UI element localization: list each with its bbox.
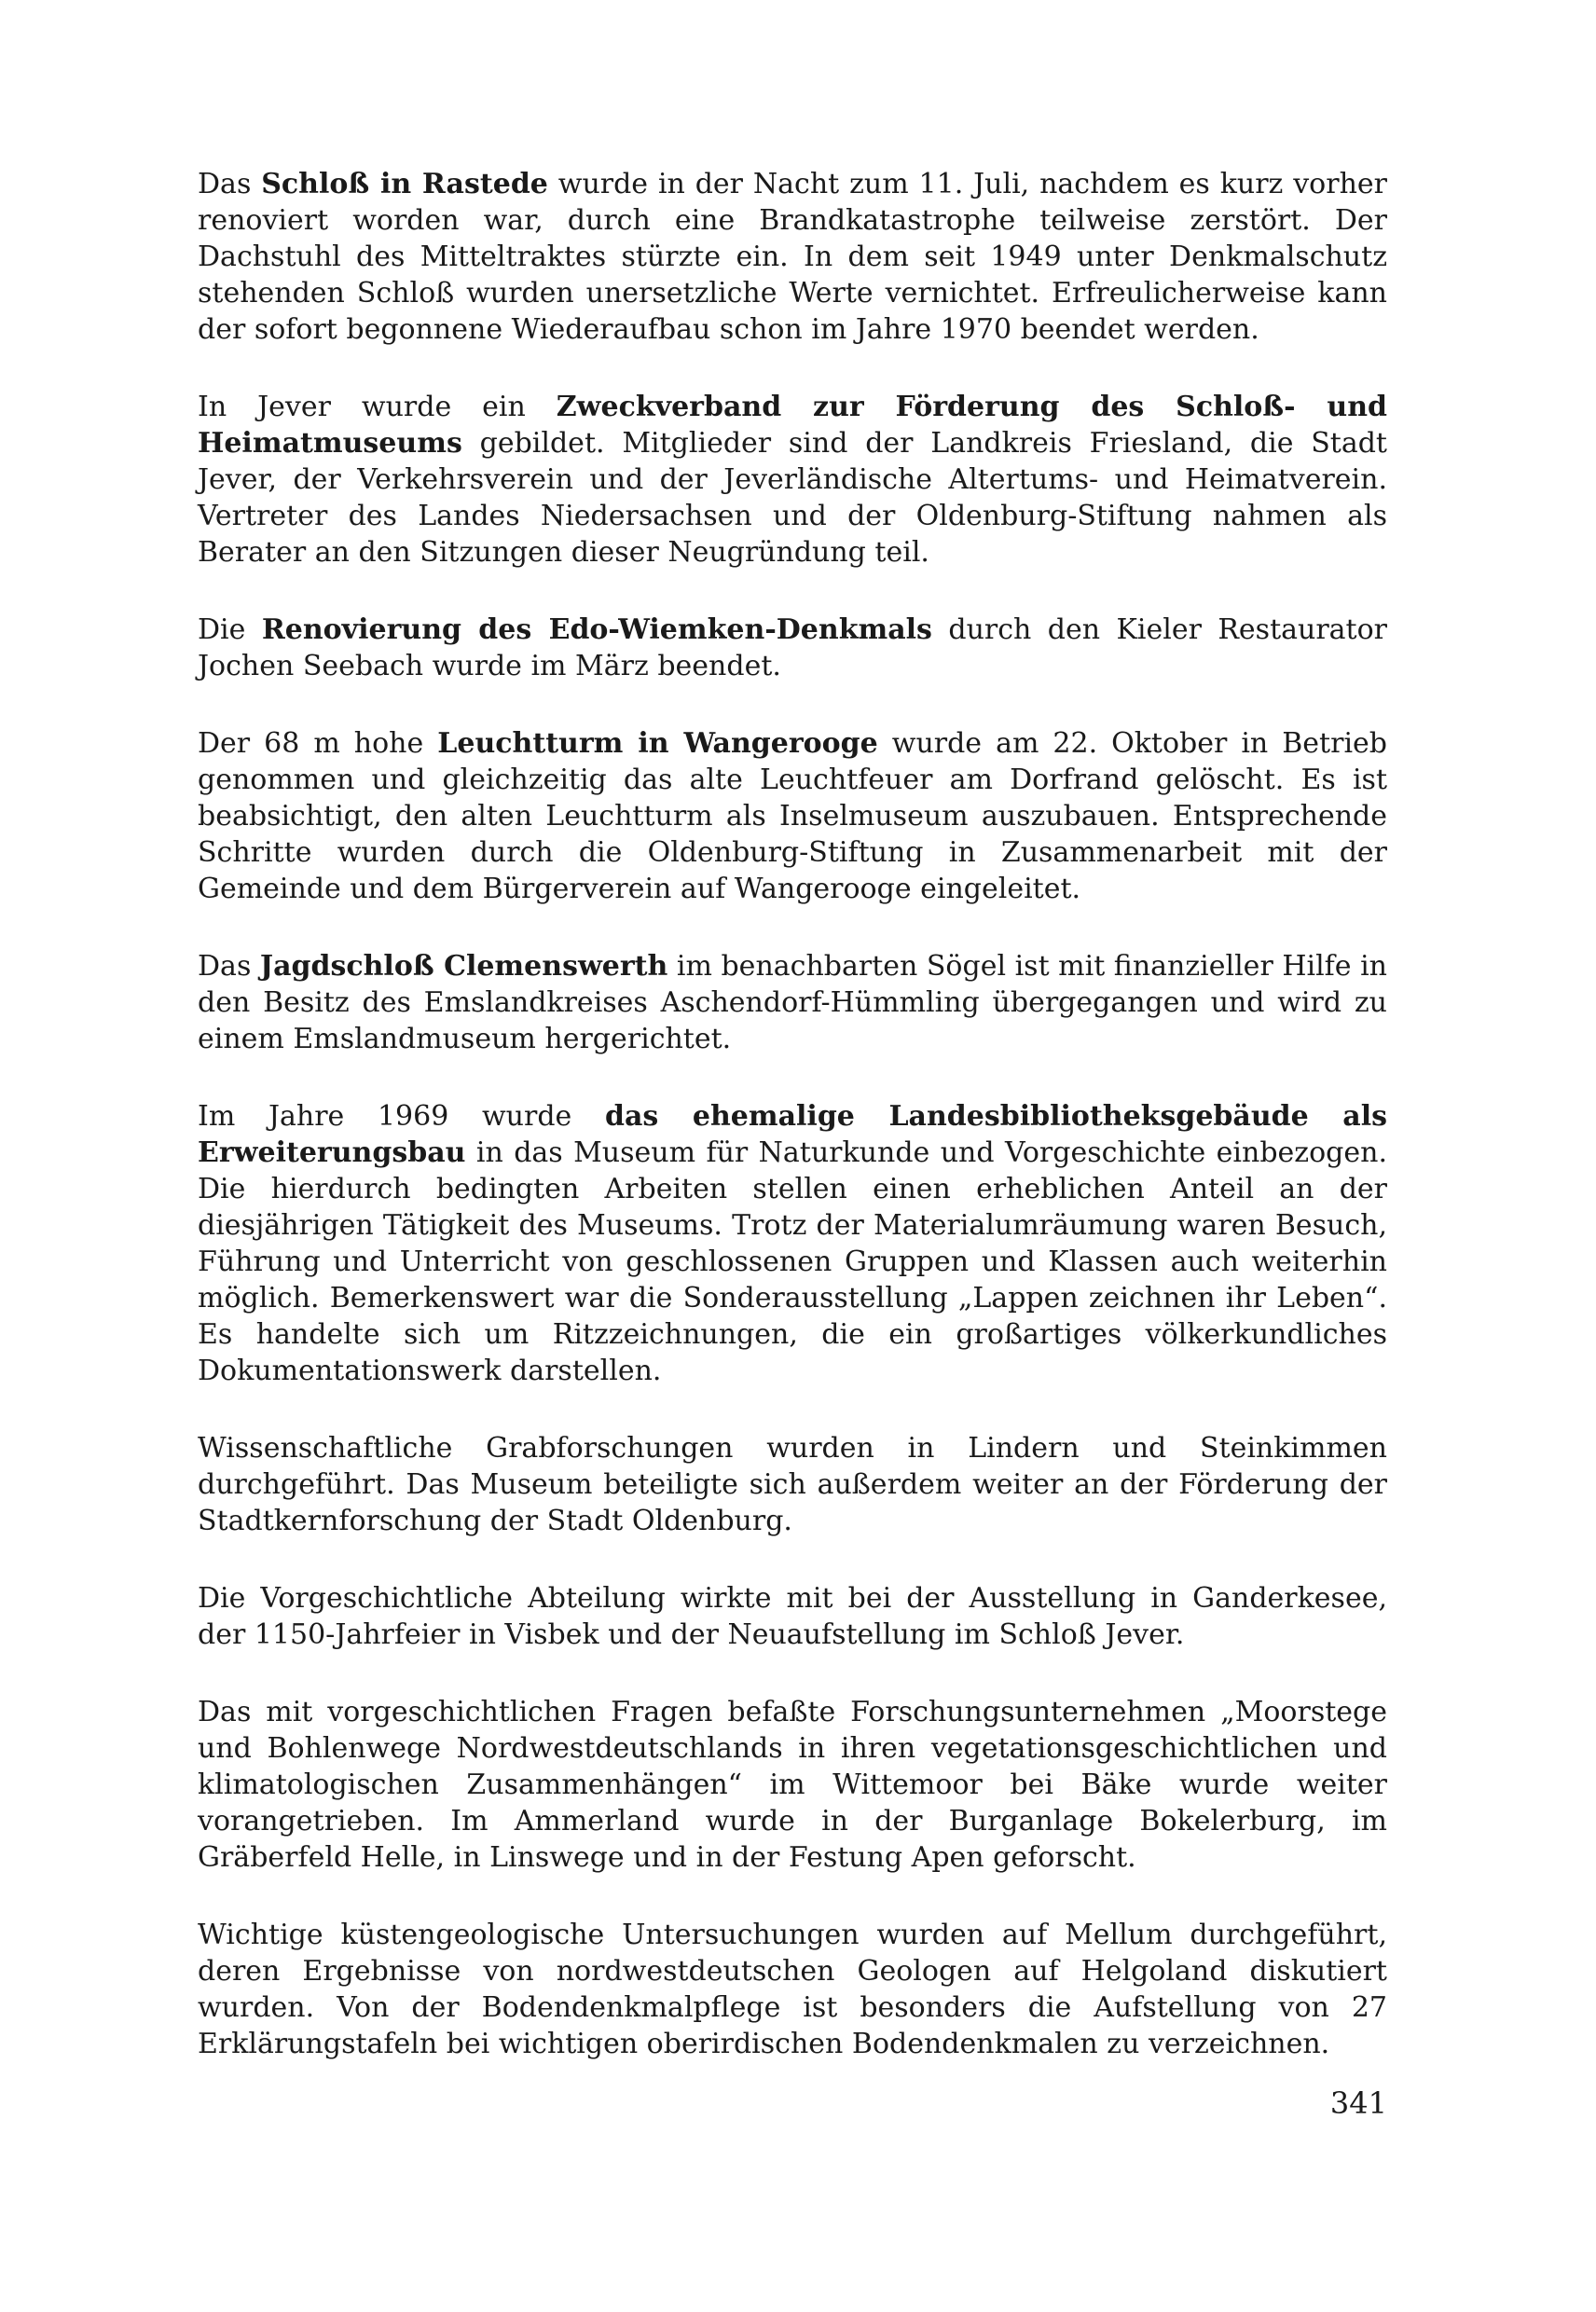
- paragraph-text: Die: [198, 613, 262, 646]
- paragraph-text: gebildet. Mitglieder sind der Landkreis Friesland, die Stadt Jever, der Verkehrsverein und der Jeverländische Altertums- und Heimatverein. Vertreter des Landes Niedersachsen und der Oldenburg-Stiftung nahmen als Berater an den Sitzungen dieser Neugründung teil.: [198, 427, 1387, 569]
- paragraph: [198, 1917, 1387, 2062]
- paragraph-text: In Jever wurde ein: [198, 391, 557, 423]
- page-number: 341: [1329, 2085, 1387, 2121]
- paragraph-text: Die Vorgeschichtliche Abteilung wirkte mit bei der Ausstellung in Ganderkesee, der 1150-Jahrfeier in Visbek und der Neuaufstellung im Schloß Jever.: [198, 1582, 1387, 1651]
- paragraph-emphasis: Schloß in Rastede: [261, 168, 548, 200]
- paragraph-text: Der 68 m hohe: [198, 727, 438, 760]
- paragraph-text: Das: [198, 950, 260, 983]
- paragraph: [198, 166, 1387, 348]
- paragraph-emphasis: Leuchtturm in Wangerooge: [437, 727, 878, 760]
- paragraph: [198, 612, 1387, 684]
- paragraph: [198, 1098, 1387, 1389]
- paragraph: [198, 725, 1387, 907]
- paragraph-emphasis: Jagdschloß Clemenswerth: [259, 950, 668, 983]
- paragraph-text: wurde am 22. Oktober in Betrieb genommen und gleichzeitig das alte Leuchtfeuer am Dorfrand gelöscht. Es ist beabsichtigt, den alten Leuchtturm als Inselmuseum auszubauen. Entsprechende Schritte wurden durch die Oldenburg-Stiftung in Zusammenarbeit mit der Gemeinde und dem Bürgerverein auf Wangerooge eingeleitet.: [198, 727, 1387, 905]
- paragraph-text: Im Jahre 1969 wurde: [198, 1100, 605, 1133]
- paragraph: [198, 389, 1387, 571]
- paragraph: [198, 1580, 1387, 1653]
- paragraph-text: Wissenschaftliche Grabforschungen wurden in Lindern und Steinkimmen durchgeführt. Das Museum beteiligte sich außerdem weiter an der Förderung der Stadtkernforschung der Stadt Oldenburg.: [198, 1432, 1387, 1537]
- paragraph-text: im benachbarten Sögel ist mit finanzieller Hilfe in den Besitz des Emslandkreises Aschendorf-Hümmling übergegangen und wird zu einem Emslandmuseum hergerichtet.: [198, 950, 1387, 1055]
- paragraph-text: in das Museum für Naturkunde und Vorgeschichte einbezogen. Die hierdurch bedingten Arbeiten stellen einen erheblichen Anteil an der diesjährigen Tätigkeit des Museums. Trotz der Materialumräumung waren Besuch, Führung und Unterricht von geschlossenen Gruppen und Klassen auch weiterhin möglich. Bemerkenswert war die Sonderausstellung „Lappen zeichnen ihr Leben“. Es handelte sich um Ritzzeichnungen, die ein großartiges völkerkundliches Dokumentationswerk darstellen.: [198, 1136, 1387, 1387]
- paragraph-emphasis: das ehemalige Landesbibliotheksgebäude als Erweiterungsbau: [198, 1100, 1387, 1169]
- paragraph-text: durch den Kieler Restaurator Jochen Seebach wurde im März beendet.: [198, 613, 1388, 682]
- paragraph-text: Das: [198, 168, 262, 200]
- paragraph-emphasis: Zweckverband zur Förderung des Schloß- und Heimatmuseums: [198, 391, 1388, 460]
- paragraph: [198, 1694, 1387, 1876]
- paragraph: [198, 948, 1387, 1057]
- paragraph: [198, 1430, 1387, 1539]
- page-body: [198, 166, 1387, 2103]
- paragraph-text: wurde in der Nacht zum 11. Juli, nachdem es kurz vorher renoviert worden war, durch eine Brandkatastrophe teilweise zerstört. Der Dachstuhl des Mitteltraktes stürzte ein. In dem seit 1949 unter Denkmalschutz stehenden Schloß wurden unersetzliche Werte vernichtet. Erfreulicherweise kann der sofort begonnene Wiederaufbau schon im Jahre 1970 beendet werden.: [198, 168, 1387, 346]
- paragraph-emphasis: Renovierung des Edo-Wiemken-Denkmals: [261, 613, 932, 646]
- paragraph-text: Das mit vorgeschichtlichen Fragen befaßte Forschungsunternehmen „Moorstege und Bohlenwege Nordwestdeutschlands in ihren vegetationsgeschichtlichen und klimatologischen Zusammenhängen“ im Wittemoor bei Bäke wurde weiter vorangetrieben. Im Ammerland wurde in der Burganlage Bokelerburg, im Gräberfeld Helle, in Linswege und in der Festung Apen geforscht.: [198, 1696, 1387, 1874]
- paragraph-text: Wichtige küstengeologische Untersuchungen wurden auf Mellum durchgeführt, deren Ergebnisse von nordwestdeutschen Geologen auf Helgoland diskutiert wurden. Von der Bodendenkmalpflege ist besonders die Aufstellung von 27 Erklärungstafeln bei wichtigen oberirdischen Bodendenkmalen zu verzeichnen.: [198, 1919, 1387, 2060]
